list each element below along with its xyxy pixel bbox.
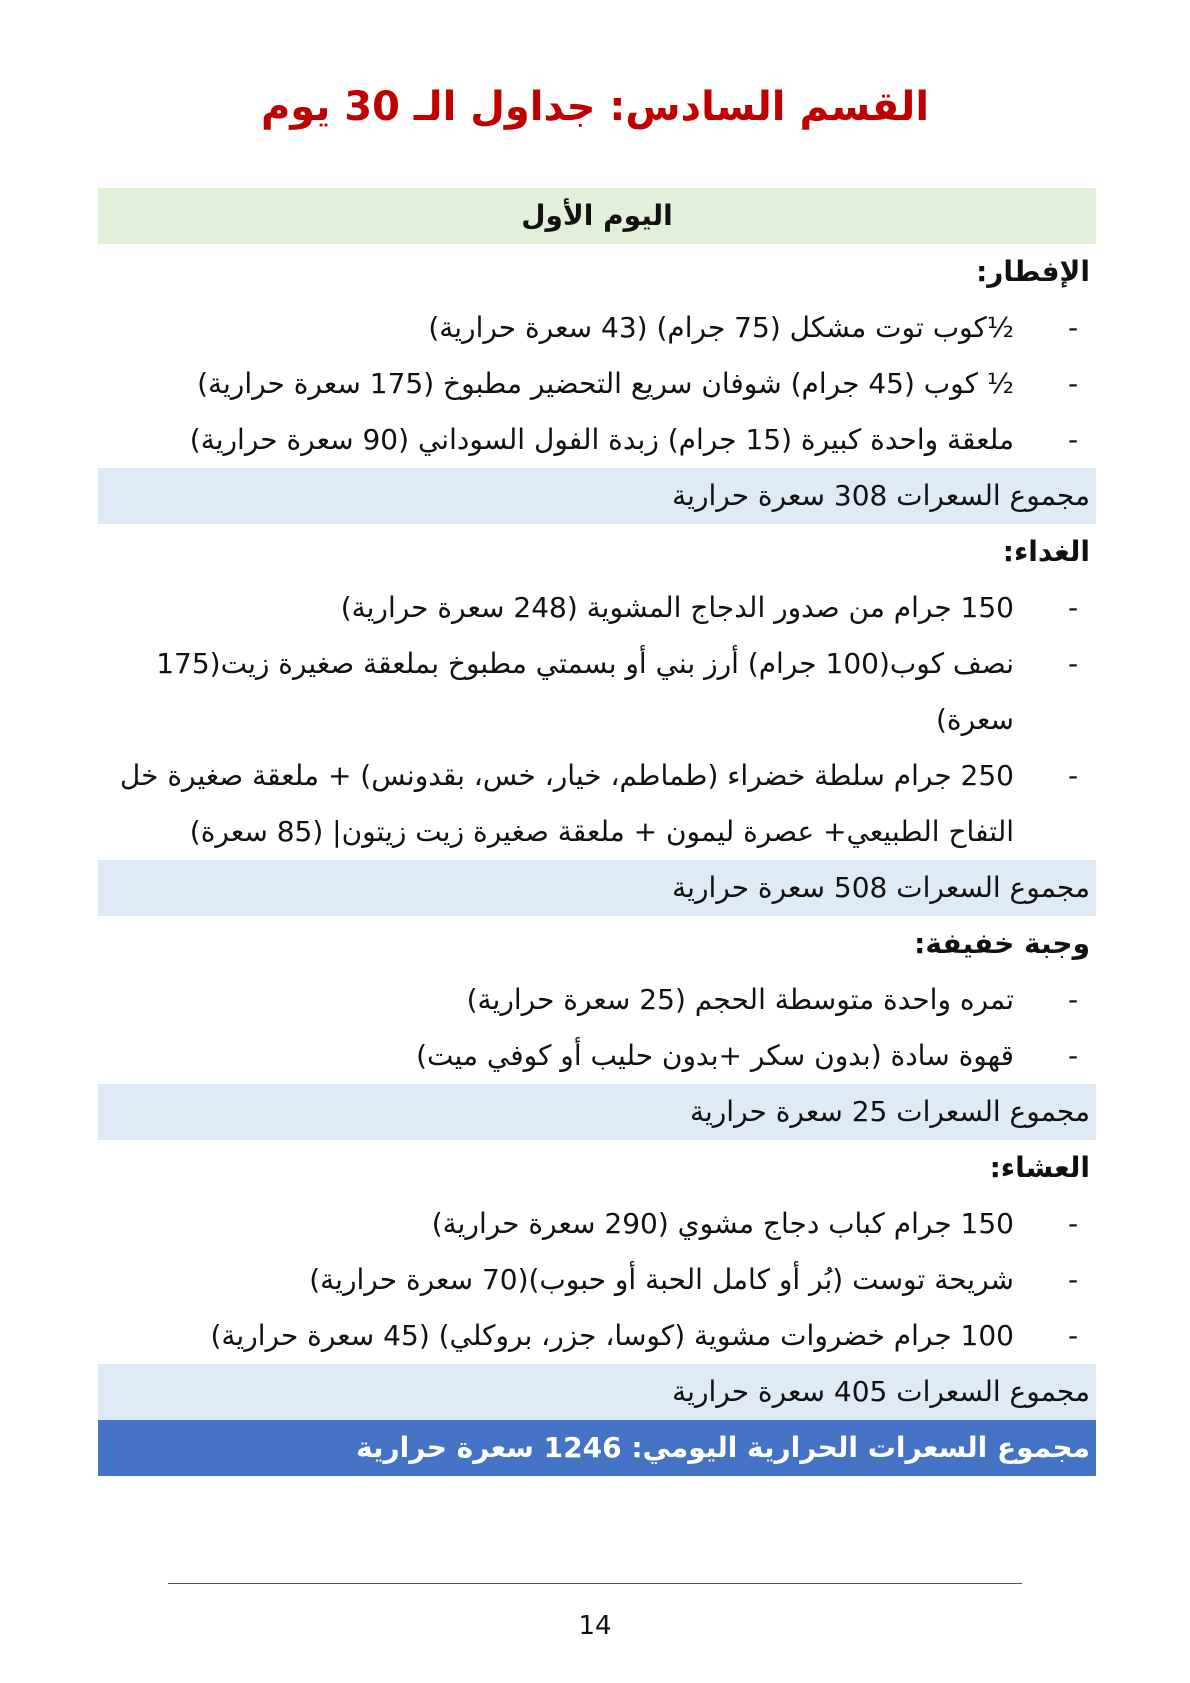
meal-subtotal: مجموع السعرات 308 سعرة حرارية — [98, 468, 1096, 524]
day-banner: اليوم الأول — [98, 188, 1096, 244]
dash-bullet: - — [1067, 647, 1079, 680]
meal-item — [98, 972, 1096, 1028]
footer-divider — [168, 1583, 1022, 1584]
meal-heading: الإفطار: — [976, 255, 1090, 288]
dash-bullet: - — [1067, 1263, 1079, 1296]
meal-item-text: شريحة توست (بُر أو كامل الحبة أو حبوب)(70 سعرة حرارية) — [309, 1263, 1014, 1296]
meal-heading: العشاء: — [989, 1151, 1090, 1184]
meal-item-text: ملعقة واحدة كبيرة (15 جرام) زبدة الفول السوداني (90 سعرة حرارية) — [189, 423, 1014, 456]
meal-item-text: 150 جرام كباب دجاج مشوي (290 سعرة حرارية) — [431, 1207, 1014, 1240]
meal-section — [98, 916, 1096, 1140]
dash-bullet: - — [1067, 1039, 1079, 1072]
meal-item-text: نصف كوب(100 جرام) أرز بني أو بسمتي مطبوخ بملعقة صغيرة زيت(175 سعرة) — [156, 647, 1014, 736]
meal-item — [98, 580, 1096, 636]
meal-item — [98, 1252, 1096, 1308]
daily-grand-total: مجموع السعرات الحرارية اليومي: 1246 سعرة حرارية — [98, 1420, 1096, 1476]
page-number: 14 — [578, 1611, 612, 1641]
meal-item-text: 100 جرام خضروات مشوية (كوسا، جزر، بروكلي) (45 سعرة حرارية) — [210, 1319, 1014, 1352]
meals-container — [98, 244, 1096, 1420]
meal-section — [98, 244, 1096, 524]
meal-item-text: قهوة سادة (بدون سكر +بدون حليب أو كوفي ميت) — [416, 1039, 1014, 1072]
meal-item-text: ½ كوب (45 جرام) شوفان سريع التحضير مطبوخ (175 سعرة حرارية) — [197, 367, 1014, 400]
dash-bullet: - — [1067, 591, 1079, 624]
meal-item-text: تمره واحدة متوسطة الحجم (25 سعرة حرارية) — [466, 983, 1014, 1016]
meal-item — [98, 636, 1096, 748]
meal-section — [98, 1140, 1096, 1420]
meal-section — [98, 524, 1096, 916]
meal-item-text: 250 جرام سلطة خضراء (طماطم، خيار، خس، بقدونس) + ملعقة صغيرة خل التفاح الطبيعي+ عصرة ليمون + ملعقة صغيرة زيت زيتون| (85 سعرة) — [119, 759, 1014, 848]
meal-item-text: 150 جرام من صدور الدجاج المشوية (248 سعرة حرارية) — [340, 591, 1014, 624]
meal-subtotal: مجموع السعرات 405 سعرة حرارية — [98, 1364, 1096, 1420]
meal-heading: وجبة خفيفة: — [914, 927, 1090, 960]
meal-item-list — [98, 1196, 1096, 1364]
dash-bullet: - — [1067, 367, 1079, 400]
meal-heading: الغداء: — [1002, 535, 1090, 568]
meal-subtotal: مجموع السعرات 508 سعرة حرارية — [98, 860, 1096, 916]
dash-bullet: - — [1067, 423, 1079, 456]
meal-item-list — [98, 580, 1096, 860]
dash-bullet: - — [1067, 759, 1079, 792]
meal-item — [98, 300, 1096, 356]
meal-subtotal: مجموع السعرات 25 سعرة حرارية — [98, 1084, 1096, 1140]
meal-item — [98, 356, 1096, 412]
dash-bullet: - — [1067, 311, 1079, 344]
page-title: القسم السادس: جداول الـ 30 يوم — [260, 84, 930, 130]
meal-item — [98, 1028, 1096, 1084]
meal-item — [98, 1308, 1096, 1364]
meal-item — [98, 1196, 1096, 1252]
meal-item-text: ½كوب توت مشكل (75 جرام) (43 سعرة حرارية) — [428, 311, 1014, 344]
meal-item-list — [98, 972, 1096, 1084]
day-meal-table — [98, 188, 1096, 1476]
meal-item — [98, 748, 1096, 860]
dash-bullet: - — [1067, 1319, 1079, 1352]
dash-bullet: - — [1067, 983, 1079, 1016]
meal-item-list — [98, 300, 1096, 468]
meal-item — [98, 412, 1096, 468]
dash-bullet: - — [1067, 1207, 1079, 1240]
